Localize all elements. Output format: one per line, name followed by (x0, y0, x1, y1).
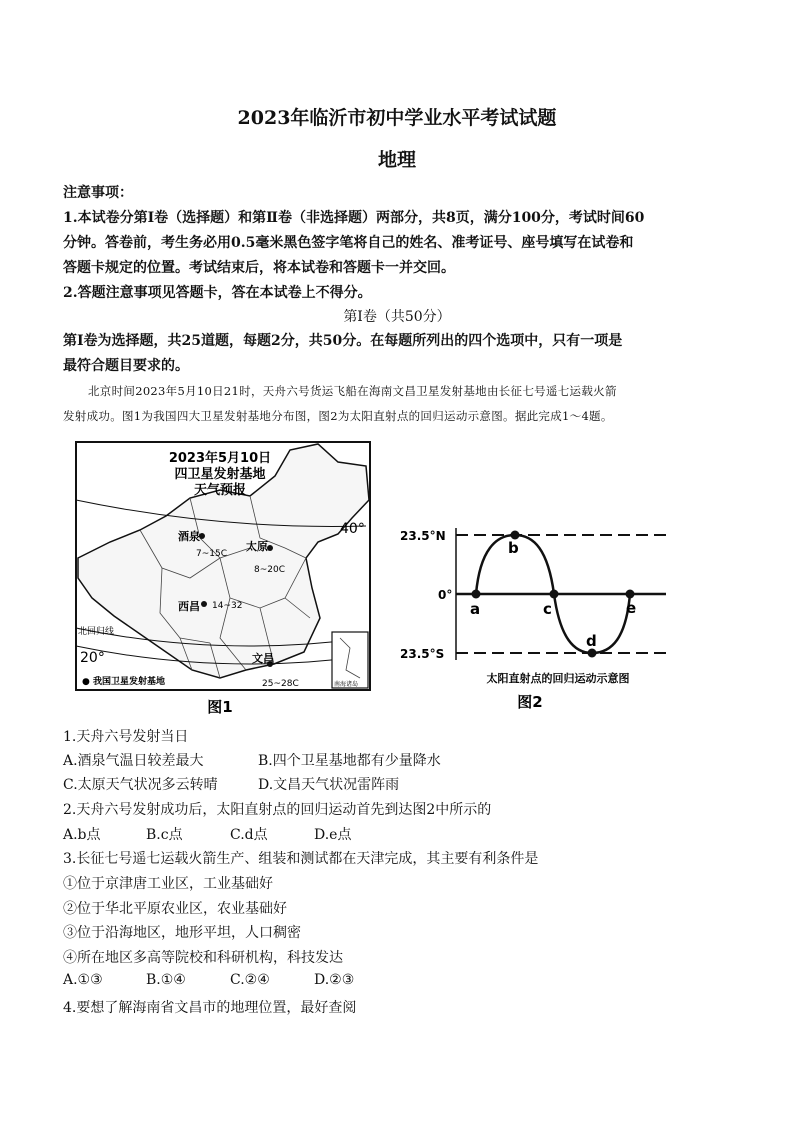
lat-20-label: 20° (80, 650, 105, 666)
q3-item: ①位于京津唐工业区，工业基础好 (63, 876, 273, 892)
q2-option-d: D.e点 (314, 827, 352, 843)
figure2-diagram (400, 520, 680, 710)
passage-line: 北京时间2023年5月10日21时，天舟六号货运飞船在海南文昌卫星发射基地由长征七号遥七运载火箭 (88, 384, 617, 398)
q2-option-c: C.d点 (230, 827, 268, 843)
q1-option-c: C.太原天气状况多云转晴 (63, 777, 218, 793)
q3-option-a: A.①③ (63, 972, 103, 988)
point-e (626, 590, 635, 599)
point-label: a (470, 600, 481, 618)
q3-item: ④所在地区多高等院校和科研机构，科技发达 (63, 950, 343, 966)
q2-option-a: A.b点 (63, 827, 101, 843)
site-name: 太原 (246, 540, 268, 553)
q3-item: ②位于华北平原农业区，农业基础好 (63, 901, 287, 917)
lat-0-label: 0° (438, 588, 453, 602)
site-temp: 25~28C (262, 679, 299, 689)
lat-s-label: 23.5°S (400, 647, 445, 661)
site-name: 文昌 (252, 652, 274, 665)
q1-option-a: A.酒泉气温日较差最大 (63, 753, 204, 769)
q3-option-c: C.②④ (230, 972, 270, 988)
section-heading: 第Ⅰ卷（共50分） (343, 309, 451, 325)
q2-option-b: B.c点 (146, 827, 183, 843)
section-intro-line: 第Ⅰ卷为选择题，共25道题，每题2分，共50分。在每题所列出的四个选项中，只有一项是 (63, 333, 623, 349)
q3-item: ③位于沿海地区，地形平坦，人口稠密 (63, 925, 301, 941)
q4-stem: 4.要想了解海南省文昌市的地理位置，最好查阅 (63, 1000, 357, 1016)
subject-title: 地理 (377, 149, 416, 171)
notice-heading: 注意事项： (63, 185, 133, 201)
point-label: c (543, 600, 552, 618)
site-temp: 14~32 (212, 601, 243, 611)
section-intro-line: 最符合题目要求的。 (63, 358, 189, 374)
lat-n-label: 23.5°N (400, 529, 446, 543)
q1-option-d: D.文昌天气状况雷阵雨 (258, 777, 400, 793)
point-c (550, 590, 559, 599)
site-temp: 7~15C (196, 549, 228, 559)
inset-label: 南海诸岛 (334, 681, 359, 688)
figure1-caption: 图1 (207, 698, 233, 716)
figure2-subtitle: 太阳直射点的回归运动示意图 (486, 672, 630, 685)
point-label: d (586, 632, 597, 650)
site-name: 酒泉 (178, 530, 200, 543)
exam-title: 2023年临沂市初中学业水平考试试题 (237, 107, 557, 129)
lat-40-label: 40° (340, 521, 365, 537)
q2-stem: 2.天舟六号发射成功后，太阳直射点的回归运动首先到达图2中所示的 (63, 802, 492, 818)
site-name: 西昌 (178, 600, 200, 613)
site-temp: 8~20C (254, 565, 286, 575)
point-label: b (508, 539, 519, 557)
tropic-label: 北回归线 (78, 627, 115, 637)
figure1-title-line: 2023年5月10日 (168, 451, 272, 466)
q3-stem: 3.长征七号遥七运载火箭生产、组装和测试都在天津完成，其主要有利条件是 (63, 851, 539, 867)
notice-line: 答题卡规定的位置。考试结束后，将本试卷和答题卡一并交回。 (63, 260, 455, 276)
notice-line: 分钟。答卷前，考生务必用0.5毫米黑色签字笔将自己的姓名、准考证号、座号填写在试卷和 (63, 235, 634, 251)
point-label: e (626, 599, 637, 617)
q3-option-b: B.①④ (146, 972, 186, 988)
figure1-legend: ● 我国卫星发射基地 (82, 677, 165, 687)
notice-line: 1.本试卷分第Ⅰ卷（选择题）和第Ⅱ卷（非选择题）两部分，共8页，满分100分，考试时间60 (63, 210, 645, 226)
passage-line: 发射成功。图1为我国四大卫星发射基地分布图，图2为太阳直射点的回归运动示意图。据此完成1～4题。 (63, 409, 613, 423)
figure1-title-line: 天气预报 (193, 483, 247, 498)
q1-stem: 1.天舟六号发射当日 (63, 729, 189, 745)
figure1-title-line: 四卫星发射基地 (174, 467, 266, 482)
q3-option-d: D.②③ (314, 972, 355, 988)
notice-line: 2.答题注意事项见答题卡，答在本试卷上不得分。 (63, 285, 372, 301)
q1-option-b: B.四个卫星基地都有少量降水 (258, 753, 441, 769)
figure2-caption: 图2 (517, 693, 543, 710)
figure1-map (70, 438, 376, 718)
point-a (472, 590, 481, 599)
